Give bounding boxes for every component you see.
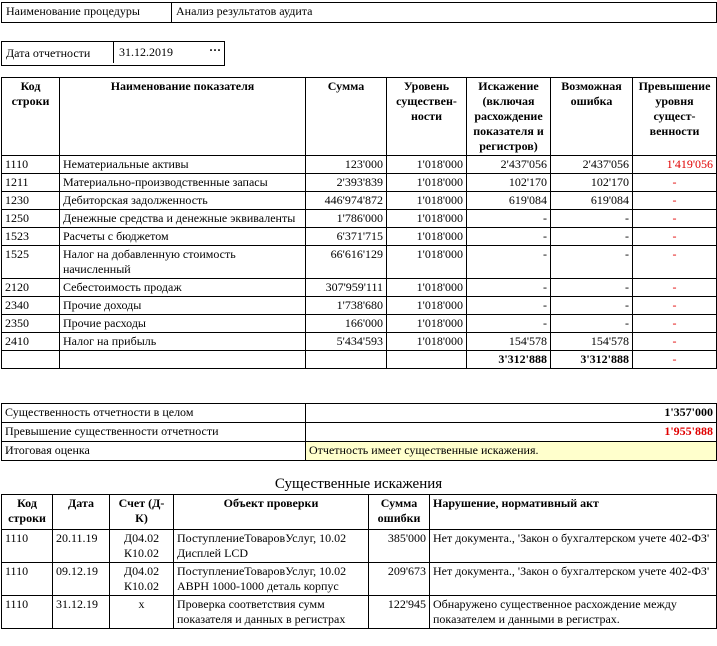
err-col-sum: Сумма ошибки [369,495,430,530]
materiality-label: Существенность отчетности в целом [2,404,306,423]
row-excess: - [633,192,717,210]
row-name: Денежные средства и денежные эквиваленты [60,210,306,228]
total-error: 3'312'888 [551,351,633,369]
row-error: - [551,315,633,333]
table-row [2,279,717,297]
row-level: 1'018'000 [387,333,467,351]
err-row-date: 20.11.19 [53,530,110,563]
row-error: 102'170 [551,174,633,192]
row-distortion: - [467,279,551,297]
procedure-table [1,2,717,23]
row-error: 154'578 [551,333,633,351]
row-level: 1'018'000 [387,174,467,192]
err-row-violation: Нет документа., 'Закон о бухгалтерском учете 402-ФЗ' [430,563,717,596]
row-sum: 166'000 [306,315,387,333]
row-level: 1'018'000 [387,228,467,246]
row-name: Расчеты с бюджетом [60,228,306,246]
table-row [2,156,717,174]
materiality-value: 1'357'000 [306,404,717,423]
row-sum: 446'974'872 [306,192,387,210]
err-row-violation: Нет документа., 'Закон о бухгалтерском учете 402-ФЗ' [430,530,717,563]
row-sum: 2'393'839 [306,174,387,192]
row-distortion: - [467,315,551,333]
row-distortion: 2'437'056 [467,156,551,174]
err-row-account-credit: К10.02 [123,579,159,593]
row-code: 2350 [2,315,60,333]
table-row [2,174,717,192]
err-row-code: 1110 [2,530,53,563]
row-error: 2'437'056 [551,156,633,174]
row-error: - [551,279,633,297]
col-name: Наименование показателя [60,78,306,156]
row-code: 2340 [2,297,60,315]
row-error: - [551,297,633,315]
procedure-label: Наименование процедуры [2,3,172,23]
err-row-account [110,530,174,563]
err-row-object: ПоступлениеТоваровУслуг, 10.02 Дисплей LCD [174,530,369,563]
errors-title: Существенные искажения [274,476,443,492]
row-level: 1'018'000 [387,279,467,297]
row-excess: - [633,315,717,333]
table-row [2,192,717,210]
err-row-sum: 209'673 [369,563,430,596]
table-row [2,210,717,228]
table-row [2,315,717,333]
date-picker-button[interactable]: ··· [208,43,221,57]
verdict-label: Итоговая оценка [2,442,306,461]
err-row-code: 1110 [2,596,53,629]
errors-table [1,494,717,629]
total-excess: - [633,351,717,369]
row-level: 1'018'000 [387,297,467,315]
row-error: - [551,228,633,246]
report-date-label: Дата отчетности [6,46,91,60]
err-row-account-debit: х [138,597,145,611]
report-date-box [1,41,225,66]
row-distortion: - [467,297,551,315]
err-col-date: Дата [53,495,110,530]
table-row [2,297,717,315]
row-excess: 1'419'056 [633,156,717,174]
row-sum: 1'786'000 [306,210,387,228]
row-distortion: - [467,228,551,246]
row-name: Дебиторская задолженность [60,192,306,210]
col-code: Код строки [2,78,60,156]
table-row [2,596,717,629]
err-row-sum: 385'000 [369,530,430,563]
col-error: Возможная ошибка [551,78,633,156]
err-row-account-debit: Д04.02 [123,531,160,545]
err-row-account-credit: К10.02 [123,546,159,560]
row-name: Прочие доходы [60,297,306,315]
row-name: Материально-производственные запасы [60,174,306,192]
totals-row [2,351,717,369]
row-name: Нематериальные активы [60,156,306,174]
row-excess: - [633,246,717,279]
row-code: 2410 [2,333,60,351]
col-distortion: Искажение (включая расхождение показателя и регистров) [467,78,551,156]
table-row [2,228,717,246]
err-col-object: Объект проверки [174,495,369,530]
row-distortion: - [467,246,551,279]
row-code: 1523 [2,228,60,246]
excess-label: Превышение существенности отчетности [2,423,306,442]
procedure-value: Анализ результатов аудита [172,3,717,23]
err-row-code: 1110 [2,563,53,596]
row-excess: - [633,228,717,246]
row-excess: - [633,297,717,315]
row-sum: 123'000 [306,156,387,174]
table-row [2,563,717,596]
table-row [2,530,717,563]
row-name: Себестоимость продаж [60,279,306,297]
col-level: Уровень существен-ности [387,78,467,156]
err-row-sum: 122'945 [369,596,430,629]
row-level: 1'018'000 [387,156,467,174]
err-col-violation: Нарушение, нормативный акт [430,495,717,530]
row-level: 1'018'000 [387,210,467,228]
row-sum: 307'959'111 [306,279,387,297]
table-row [2,333,717,351]
summary-table [1,403,717,461]
verdict-value: Отчетность имеет существенные искажения. [306,442,717,461]
row-name: Налог на добавленную стоимость начисленный [60,246,306,279]
row-sum: 66'616'129 [306,246,387,279]
row-name: Прочие расходы [60,315,306,333]
row-code: 1110 [2,156,60,174]
row-code: 1525 [2,246,60,279]
row-name: Налог на прибыль [60,333,306,351]
row-level: 1'018'000 [387,315,467,333]
row-error: - [551,246,633,279]
table-row [2,246,717,279]
row-error: 619'084 [551,192,633,210]
row-sum: 1'738'680 [306,297,387,315]
row-code: 1230 [2,192,60,210]
err-col-account: Счет (Д-К) [110,495,174,530]
row-distortion: 102'170 [467,174,551,192]
row-excess: - [633,174,717,192]
row-sum: 6'371'715 [306,228,387,246]
indicators-table [1,77,717,369]
row-distortion: 154'578 [467,333,551,351]
err-row-date: 09.12.19 [53,563,110,596]
err-col-code: Код строки [2,495,53,530]
report-date-input[interactable] [113,42,224,63]
err-row-date: 31.12.19 [53,596,110,629]
row-distortion: 619'084 [467,192,551,210]
row-excess: - [633,210,717,228]
col-excess: Превышение уровня сущест-венности [633,78,717,156]
err-row-object: ПоступлениеТоваровУслуг, 10.02 АВРН 1000-1000 деталь корпус [174,563,369,596]
row-excess: - [633,279,717,297]
err-row-object: Проверка соответствия сумм показателя и данных в регистрах [174,596,369,629]
err-row-account [110,563,174,596]
row-code: 1211 [2,174,60,192]
row-sum: 5'434'593 [306,333,387,351]
row-code: 1250 [2,210,60,228]
row-level: 1'018'000 [387,246,467,279]
excess-value: 1'955'888 [306,423,717,442]
row-excess: - [633,333,717,351]
err-row-violation: Обнаружено существенное расхождение между показателем и данными в регистрах. [430,596,717,629]
err-row-account [110,596,174,629]
row-code: 2120 [2,279,60,297]
row-error: - [551,210,633,228]
row-distortion: - [467,210,551,228]
total-distortion: 3'312'888 [467,351,551,369]
row-level: 1'018'000 [387,192,467,210]
err-row-account-debit: Д04.02 [123,564,160,578]
report-date-value: 31.12.2019 [119,45,173,59]
col-sum: Сумма [306,78,387,156]
